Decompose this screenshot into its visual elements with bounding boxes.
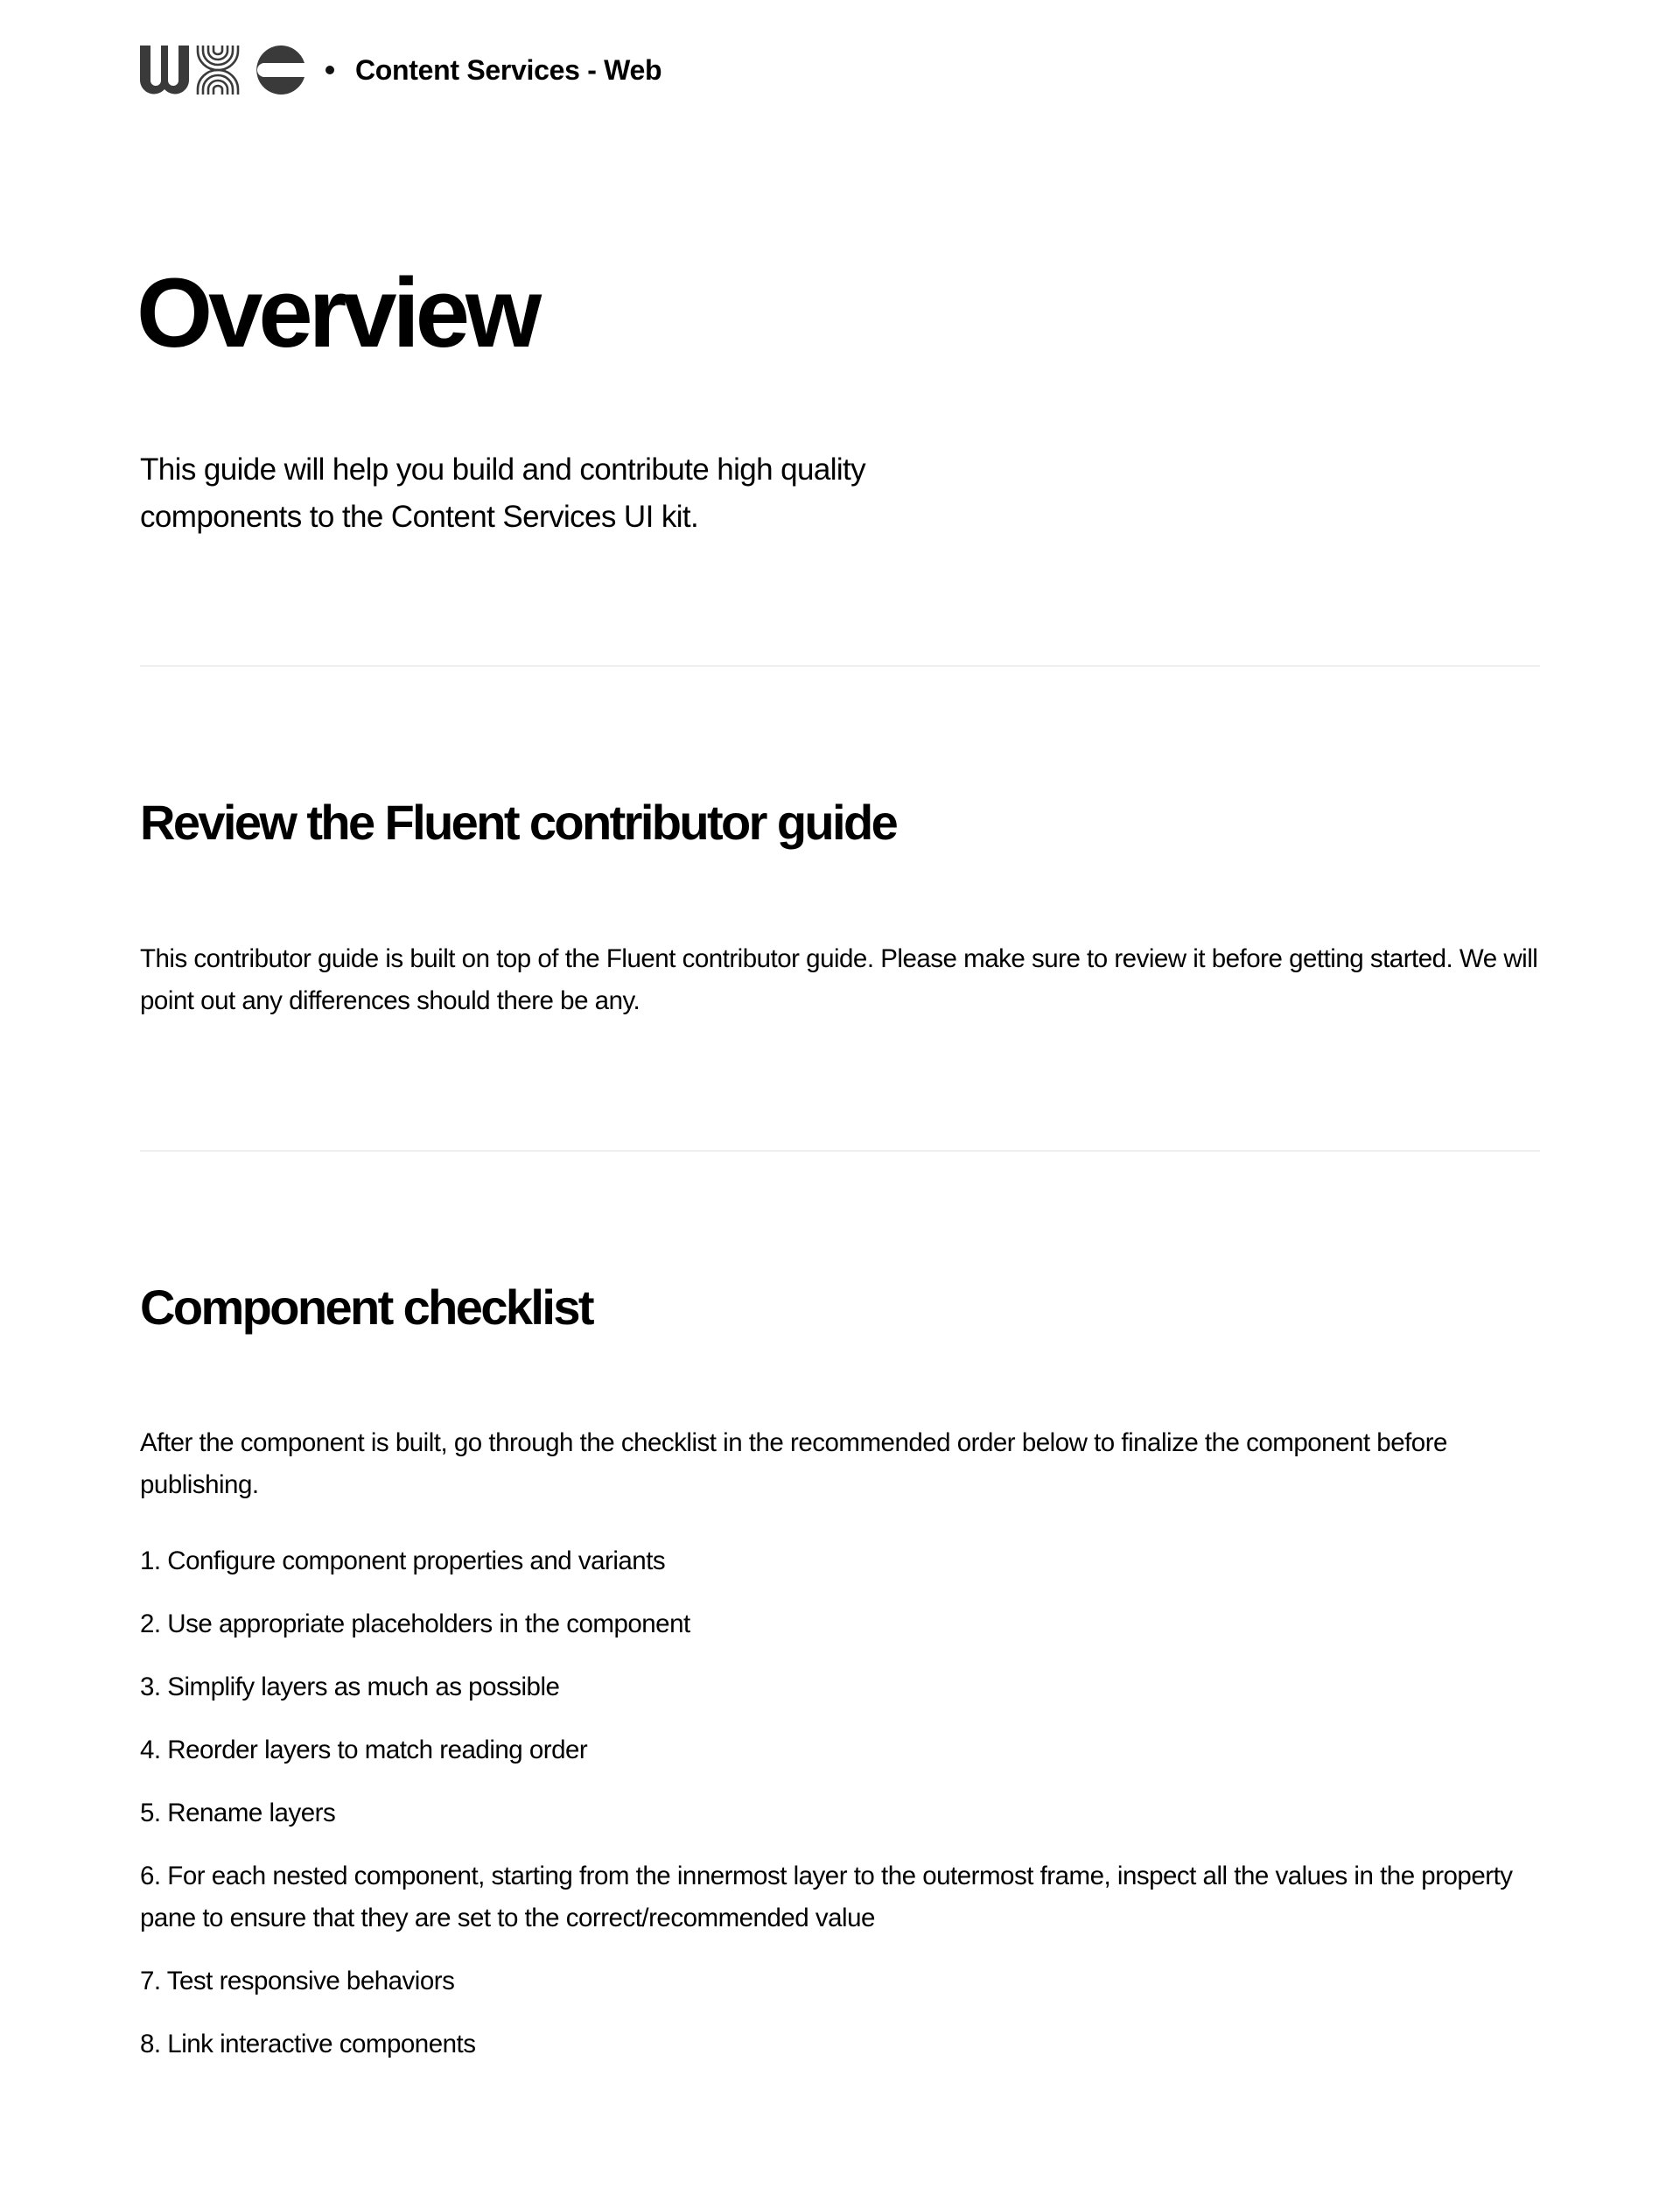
brand-name: Content Services - Web: [355, 53, 662, 86]
section-divider: [140, 1150, 1540, 1152]
checklist-item: 1. Configure component properties and variants: [140, 1546, 666, 1575]
section-body-fluent-guide: This contributor guide is built on top of the Fluent contributor guide. Please make sure to review it before getting started. We will point out any differences should there be any.: [140, 944, 1538, 1015]
header: [140, 46, 662, 95]
checklist-item: 8. Link interactive components: [140, 2030, 476, 2058]
checklist-item: 4. Reorder layers to match reading order: [140, 1736, 588, 1764]
checklist-item: 5. Rename layers: [140, 1799, 336, 1827]
checklist-item: 2. Use appropriate placeholders in the component: [140, 1609, 690, 1638]
checklist-item: 3. Simplify layers as much as possible: [140, 1673, 560, 1701]
page-title: Overview: [136, 258, 538, 368]
checklist-item: 7. Test responsive behaviors: [140, 1967, 455, 1995]
section-heading-fluent-guide: Review the Fluent contributor guide: [140, 795, 897, 850]
separator-dot: [326, 66, 334, 74]
checklist-item: 6. For each nested component, starting from the innermost layer to the outermost frame, inspect all the values in the property pane to ensure that they are set to the correct/recommended value: [140, 1862, 1513, 1932]
section-heading-checklist: Component checklist: [140, 1280, 592, 1335]
intro-text: This guide will help you build and contribute high quality components to the Content Services UI kit.: [140, 452, 866, 534]
component-checklist: [140, 1540, 1540, 2086]
section-body-checklist: After the component is built, go through the checklist in the recommended order below to finalize the component before publishing.: [140, 1428, 1447, 1499]
section-divider: [140, 665, 1540, 667]
wxc-logo-icon: [140, 46, 304, 95]
